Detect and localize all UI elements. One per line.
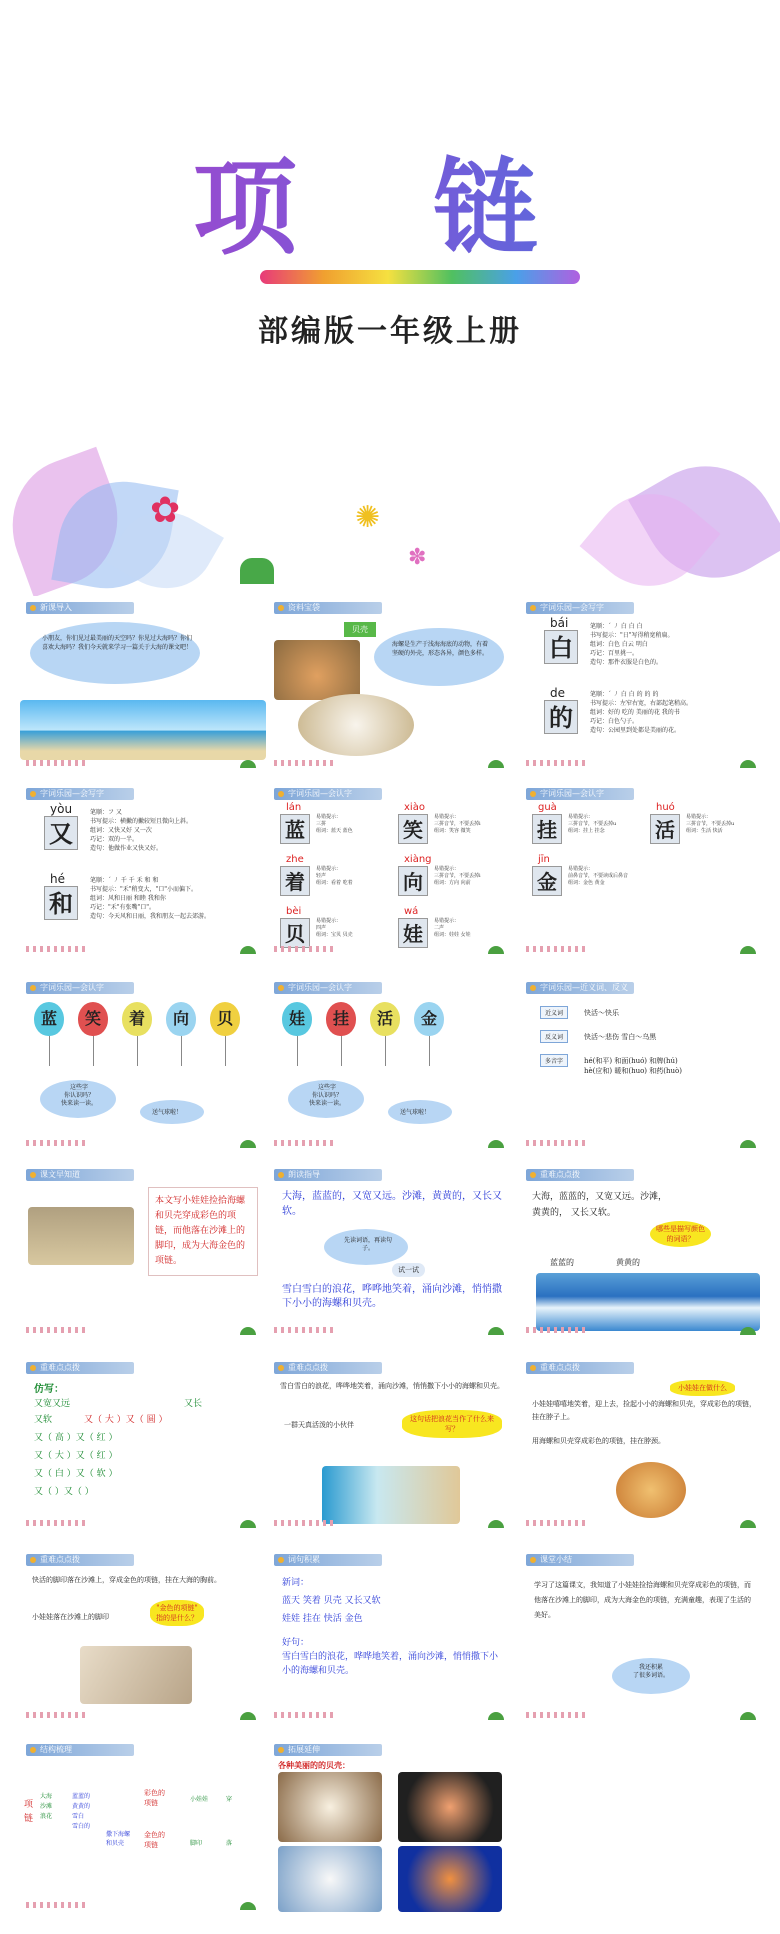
beach-photo (322, 1466, 460, 1524)
decorative-border (274, 946, 334, 952)
grass-icon (240, 946, 256, 954)
slide-header: 结构梳理 (26, 1744, 134, 1756)
summary-text: 本文写小娃娃捡拾海螺和贝壳穿成彩色的项链，而他落在沙滩上的脚印，成为大海金色的项链。 (148, 1187, 258, 1276)
char-notes: 易错提示： 二声 组词：娃娃 女娃 (434, 918, 471, 938)
slide-header: 新课导入 (26, 602, 134, 614)
cloud-text-1: 我还积累 了很多词语。 (632, 1664, 669, 1679)
grass-icon (488, 1140, 504, 1148)
value-r3: hé(和平) 和面(huó) 和牌(hú) hè(应和) 暖和(huo) 和药(huò) (584, 1057, 682, 1075)
decorative-border (526, 1140, 586, 1146)
slide-header: 字词乐园—近义词、反义词、多音字 (526, 982, 634, 994)
char-notes-1: 笔顺：´ ㇓ 白 白 白 书写提示："日"写得稍宽稍扁。 组词：白色 白云 明白 巧记：百里挑一。 造句：那件衣服是白色的。 (590, 623, 674, 666)
flower-icon: ✿ (150, 490, 181, 531)
passage-text: 雪白雪白的浪花，哗哗地笑着，涌向沙滩，悄悄撒下小小的海螺和贝壳。 (280, 1382, 504, 1390)
answer-text: 小娃娃落在沙滩上的脚印 (32, 1613, 109, 1621)
pinyin-1: yòu (50, 802, 73, 816)
balloon-string (225, 1036, 226, 1066)
decorative-border (526, 1712, 586, 1718)
slide-header: 词句积累 (274, 1554, 382, 1566)
balloon-2: 笑 (78, 1002, 108, 1036)
try-label: 试一试 (392, 1263, 425, 1277)
col-f1: 穿 (226, 1796, 233, 1803)
slide-header: 字词乐园—会写字 (526, 602, 634, 614)
root-label: 项 链 (24, 1800, 34, 1824)
decorative-border (26, 1140, 86, 1146)
tag-label: 贝壳 (344, 622, 376, 637)
slide-header: 字词乐园—会写字 (26, 788, 134, 800)
char-pinyin: zhe (286, 854, 304, 865)
balloon-4: 向 (166, 1002, 196, 1036)
col-c: 撒下海螺 和贝壳 (106, 1831, 131, 1847)
char-notes: 易错提示： 三拼音节，不要丢掉i 组词：方向 向前 (434, 866, 481, 886)
slide-header: 课堂小结 (526, 1554, 634, 1566)
char-pinyin: guà (538, 802, 557, 813)
decorative-border (526, 1520, 586, 1526)
char-box-2: 和 (44, 886, 78, 920)
balloon-5: 贝 (210, 1002, 240, 1036)
balloon-3: 着 (122, 1002, 152, 1036)
decorative-border (26, 1712, 86, 1718)
balloon-3: 活 (370, 1002, 400, 1036)
char-box: 挂 (532, 814, 562, 844)
decorative-border (526, 760, 586, 766)
slide-7 (20, 976, 266, 1152)
slide-4 (20, 782, 266, 958)
balloon-string (93, 1036, 94, 1066)
decorative-border (526, 1327, 586, 1333)
row-1b: 又长 (184, 1399, 203, 1409)
balloon-1: 娃 (282, 1002, 312, 1036)
slide-header: 字词乐园—会认字 (526, 788, 634, 800)
page-title: 项 链 (0, 148, 780, 268)
question-bubble: "金色的项链" 指的是什么？ (150, 1600, 204, 1626)
pinyin-2: hé (50, 872, 65, 886)
balloon-4: 金 (414, 1002, 444, 1036)
summary-text: 学习了这篇课文，我知道了小娃娃捡拾海螺和贝壳穿成彩色的项链，而他落在沙滩上的脚印，成为大海金色的项链，充满童趣，表现了生活的美好。 (534, 1581, 751, 1619)
brush-stroke (260, 270, 580, 284)
decorative-border (26, 1327, 86, 1333)
char-pinyin: bèi (286, 906, 302, 917)
grass-icon (488, 1712, 504, 1720)
row-1: 又宽又远 (34, 1399, 71, 1409)
words-text: 新词： 蓝天 笑着 贝壳 又长又软 娃娃 挂在 快活 金色 (282, 1578, 381, 1624)
sun-flower-icon: ✺ (355, 500, 381, 535)
char-box-1: 又 (44, 816, 78, 850)
char-box: 活 (650, 814, 680, 844)
shell-photo-2 (398, 1772, 502, 1842)
char-box: 向 (398, 866, 428, 896)
slide-6 (520, 782, 766, 958)
col-b: 蓝蓝的 黄黄的 雪白 雪白的 (72, 1793, 91, 1830)
grass-icon (488, 1327, 504, 1335)
decorative-border (274, 760, 334, 766)
slide-3 (520, 596, 766, 772)
grass-icon (240, 1520, 256, 1528)
slide-header: 重难点点拨 (26, 1362, 134, 1374)
row-2: 又软 (34, 1415, 53, 1425)
decorative-border (26, 1902, 86, 1908)
slide-header: 字词乐园—会认字 (274, 788, 382, 800)
char-notes: 易错提示： 四声 组词：宝贝 贝壳 (316, 918, 353, 938)
decorative-border (526, 946, 586, 952)
value-r1: 快活～快乐 (584, 1009, 619, 1017)
slide-header: 拓展延伸 (274, 1744, 382, 1756)
answer-text: 一群天真活泼的小伙伴 (284, 1421, 354, 1429)
fill-row: 又（ 高 ）又（ 红 ） (34, 1433, 118, 1443)
grass-icon (488, 760, 504, 768)
info-text: 海螺是生产于浅海海底的动物，有着坚硬的外壳，形态各异，颜色多样。 (392, 641, 489, 657)
slide-12 (520, 1163, 766, 1339)
label-r3: 多音字 (540, 1054, 568, 1067)
char-pinyin: xiào (404, 802, 425, 813)
grass-icon (488, 946, 504, 954)
char-notes: 易错提示： 三拼音节，不要丢掉u 组词：生活 快活 (686, 814, 735, 834)
small-flower-icon: ✽ (408, 545, 427, 570)
col-d1: 彩色的 项链 (144, 1789, 165, 1807)
shells-subtitle: 各种美丽的的贝壳： (278, 1760, 350, 1770)
grass-icon (240, 1140, 256, 1148)
grass-icon (240, 1902, 256, 1910)
balloon-string (49, 1036, 50, 1066)
slide-20 (268, 1738, 514, 1914)
slide-15 (520, 1356, 766, 1532)
slide-header: 朗读指导 (274, 1169, 382, 1181)
char-notes: 易错提示： 三拼 组词：蓝天 蓝色 (316, 814, 353, 834)
beach-shell-photo (28, 1207, 134, 1265)
grass-icon (740, 1140, 756, 1148)
passage-text: 快活的脚印落在沙滩上，穿成金色的项链，挂在大海的胸前。 (32, 1576, 221, 1584)
char-pinyin: xiàng (404, 854, 432, 865)
cloud-text-1: 这些字 你认识吗？ 快来读一读。 (60, 1084, 97, 1107)
question-bubble: 这句话把浪花当作了什么来写？ (402, 1410, 502, 1438)
char-notes: 易错提示： 前鼻音节，不要读成后鼻音 组词：金色 黄金 (568, 866, 629, 886)
sentence-text: 好句： 雪白雪白的浪花，哗哗地笑着，涌向沙滩，悄悄撒下小小的海螺和贝壳。 (282, 1638, 499, 1676)
slide-header: 资料宝袋 (274, 602, 382, 614)
balloon-string (181, 1036, 182, 1066)
col-d2: 金色的 项链 (144, 1831, 165, 1849)
slide-1 (20, 596, 266, 772)
value-r2: 快活～悲伤 雪白～乌黑 (584, 1033, 657, 1041)
slide-header: 重难点点拨 (526, 1169, 634, 1181)
slide-9 (520, 976, 766, 1152)
fill-row: 又（ ）又（ ） (34, 1487, 94, 1497)
passage-text: 大海，蓝蓝的，又宽又远。沙滩， 黄黄的， 又长又软。 (532, 1192, 668, 1218)
col-a: 大海 沙滩 浪花 (40, 1793, 53, 1820)
char-pinyin: jīn (538, 854, 550, 865)
slide-header: 重难点点拨 (274, 1362, 382, 1374)
slide-header: 课文早知道 (26, 1169, 134, 1181)
slide-8 (268, 976, 514, 1152)
shell-photo-1 (278, 1772, 382, 1842)
passage-text: 小娃娃嘻嘻地笑着，迎上去，捡起小小的海螺和贝壳，穿成彩色的项链，挂在脖子上。 (532, 1400, 756, 1421)
label-r1: 近义词 (540, 1006, 568, 1019)
intro-text: 小朋友，你们见过最美丽的天空吗？你见过大海吗？你们喜欢大海吗？我们今天就来学习一篇关于大海的课文吧！ (42, 635, 193, 651)
decorative-border (26, 760, 86, 766)
grass-icon (240, 760, 256, 768)
pinyin-2: de (550, 686, 565, 700)
char-box-1: 白 (544, 630, 578, 664)
char-box: 着 (280, 866, 310, 896)
slide-header: 重难点点拨 (26, 1554, 134, 1566)
char-box: 蓝 (280, 814, 310, 844)
shell-photo (274, 640, 360, 700)
cloud-text-1: 这些字 你认识吗？ 快来读一读。 (308, 1084, 345, 1107)
decorative-border (26, 1520, 86, 1526)
shell-photo-3 (278, 1846, 382, 1912)
grass-icon (740, 760, 756, 768)
grass-icon (740, 1520, 756, 1528)
slide-19 (20, 1738, 266, 1914)
slide-14 (268, 1356, 514, 1532)
fill-row: 又（ 白 ）又（ 软 ） (34, 1469, 118, 1479)
char-notes: 易错提示： 轻声 组词：看着 吃着 (316, 866, 353, 886)
label-yellow: 黄黄的 (616, 1258, 640, 1267)
char-pinyin: lán (286, 802, 302, 813)
cloud-text-2: 送气球啦！ (152, 1109, 183, 1116)
grass-icon (240, 1712, 256, 1720)
label-r2: 反义词 (540, 1030, 568, 1043)
fill-row: 又（ 大 ）又（ 红 ） (34, 1451, 118, 1461)
char-box: 笑 (398, 814, 428, 844)
decorative-border (274, 1327, 334, 1333)
footprint-photo (80, 1646, 192, 1704)
col-e1: 小娃娃 (190, 1796, 209, 1803)
col-f2: 落 (226, 1840, 233, 1847)
decorative-border (274, 1140, 334, 1146)
slide-10 (20, 1163, 266, 1339)
necklace-photo (616, 1462, 686, 1518)
col-e2: 脚印 (190, 1840, 203, 1847)
grass-icon (240, 558, 274, 584)
reading-text-2: 雪白雪白的浪花，哗哗地笑着，涌向沙滩，悄悄撒下小小的海螺和贝壳。 (282, 1284, 502, 1309)
grass-icon (740, 946, 756, 954)
char-notes-1: 笔顺：フ 又 书写提示：横撇的撇较短且微向上斜。 组词：又快又好 又一次 巧记：双的一半。 造句：他做作业又快又好。 (90, 809, 193, 852)
slide-16 (20, 1548, 266, 1724)
slide-2 (268, 596, 514, 772)
slide-5 (268, 782, 514, 958)
balloon-string (137, 1036, 138, 1066)
grass-icon (488, 1520, 504, 1528)
question-bubble: 哪些是描写颜色 的词语？ (650, 1221, 711, 1247)
char-pinyin: wá (404, 906, 419, 917)
grass-icon (740, 1712, 756, 1720)
reading-text-1: 大海，蓝蓝的，又宽又远。沙滩，黄黄的，又长又软。 (282, 1191, 502, 1217)
slide-17 (268, 1548, 514, 1724)
char-box: 金 (532, 866, 562, 896)
char-box: 娃 (398, 918, 428, 948)
cloud-text-1: 先读词语，再读句子。 (343, 1237, 392, 1252)
char-box: 贝 (280, 918, 310, 948)
char-notes: 易错提示： 三拼音节，不要丢掉u 组词：挂上 挂念 (568, 814, 617, 834)
cloud-text-2: 送气球啦！ (400, 1109, 431, 1116)
char-notes-2: 笔顺：´ ㇓ 千 千 禾 和 和 书写提示："禾"稍变大，"口"小而偏下。 组词：风和日丽 和睦 我和你 巧记："禾"有张嘴"口"。 造句：今天风和日丽，我和朋友一起去郊游。 (90, 877, 211, 920)
label-blue: 蓝蓝的 (550, 1258, 574, 1267)
pinyin-1: bái (550, 616, 569, 630)
balloon-1: 蓝 (34, 1002, 64, 1036)
row-2b: 又（ 大 ）又（ 圆 ） (84, 1415, 168, 1425)
speech-cloud (30, 622, 200, 684)
shell-photo-4 (398, 1846, 502, 1912)
grass-icon (240, 1327, 256, 1335)
slide-13 (20, 1356, 266, 1532)
slide-header: 重难点点拨 (526, 1362, 634, 1374)
balloon-string (341, 1036, 342, 1066)
balloon-string (429, 1036, 430, 1066)
char-notes-2: 笔顺：´ ㇓ 白 白 的 的 的 书写提示：左窄右宽，右部起笔稍高。 组词：好的 吃的 美丽的花 我的书 巧记：白色勺子。 造句：公园里到处都是美丽的花。 (590, 691, 693, 734)
decorative-border (274, 1712, 334, 1718)
imitation-title: 仿写： (34, 1384, 64, 1395)
char-notes: 易错提示： 三拼音节，不要丢掉i 组词：笑容 微笑 (434, 814, 481, 834)
char-box-2: 的 (544, 700, 578, 734)
balloon-string (297, 1036, 298, 1066)
balloon-string (385, 1036, 386, 1066)
subtitle: 部编版一年级上册 (258, 314, 522, 349)
slide-11 (268, 1163, 514, 1339)
char-pinyin: huó (656, 802, 675, 813)
wave-photo (536, 1273, 760, 1331)
decorative-border (26, 946, 86, 952)
answer-text: 用海螺和贝壳穿成彩色的项链，挂在脖颈。 (532, 1437, 665, 1445)
balloon-2: 挂 (326, 1002, 356, 1036)
slide-header: 字词乐园—会认字 (274, 982, 382, 994)
decorative-border (274, 1520, 334, 1526)
question-bubble: 小娃娃在做什么 (670, 1380, 735, 1396)
slide-header: 字词乐园—会认字 (26, 982, 134, 994)
pearl-shell-photo (298, 694, 414, 756)
sea-photo (20, 700, 266, 760)
slide-18 (520, 1548, 766, 1724)
